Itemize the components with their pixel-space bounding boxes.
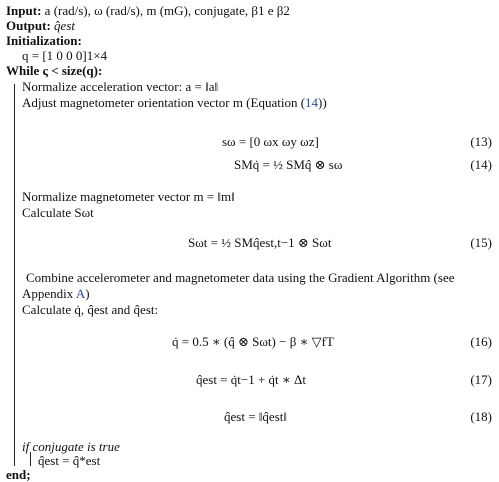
equation-16: q̇ = 0.5 ∗ (q̂ ⊗ Sωt) − β ∗ ▽fT [172,334,334,349]
adjust-mag-suffix: )) [318,95,327,110]
equation-17: q̂est = q̇t−1 + q̇t ∗ Δt [196,372,306,387]
equation-15-number: (15) [470,235,492,250]
adjust-mag-prefix: Adjust magnetometer orientation vector m (Equation ( [22,95,306,110]
init-label: Initialization: [6,33,82,48]
input-label: Input: [6,3,42,18]
adjust-mag-line [22,95,327,110]
equation-13-number: (13) [470,134,492,149]
equation-16-number: (16) [470,334,492,349]
if-body: q̂est = q̂*est [38,453,101,468]
if-line [22,439,120,454]
end-line: end; [6,467,31,482]
normalize-accel-line: Normalize acceleration vector: a = ‖a‖ [22,79,219,94]
equation-17-number: (17) [470,372,492,387]
if-scope-bar [30,452,31,466]
calc-omega-line: Calculate Sωt [22,205,94,220]
output-text: q̂est [54,18,75,33]
init-text: q = [1 0 0 0]1×4 [22,48,108,63]
appendix-suffix: ) [85,286,90,301]
calc-q-line: Calculate q̇, q̂est and q̂est: [22,302,159,317]
appendix-prefix: Appendix [22,286,76,301]
output-line [6,18,75,33]
equation-ref-link[interactable]: 14 [305,95,319,110]
equation-13: sω = [0 ωx ωy ωz] [222,134,319,149]
while-scope-bar [14,84,15,466]
equation-18: q̂est = ‖q̂est‖ [224,409,288,424]
init-line [6,33,82,48]
if-text: if conjugate is true [22,439,120,454]
combine-line: Combine accelerometer and magnetometer data using the Gradient Algorithm (see [26,270,455,285]
equation-15: Sωt = ½ SMq̂est,t−1 ⊗ Sωt [188,235,332,250]
while-line: While ς < size(q): [6,63,103,78]
input-text: a (rad/s), ω (rad/s), m (mG), conjugate, β1 e β2 [44,3,290,18]
equation-14-number: (14) [470,157,492,172]
equation-18-number: (18) [470,409,492,424]
appendix-ref-link[interactable]: A [75,286,86,301]
appendix-line [22,286,90,301]
output-label: Output: [6,18,51,33]
input-line [6,3,290,18]
normalize-mag-line: Normalize magnetometer vector m = ‖m‖ [22,189,235,204]
equation-14: SMq̇ = ½ SMq̂ ⊗ sω [234,157,343,172]
